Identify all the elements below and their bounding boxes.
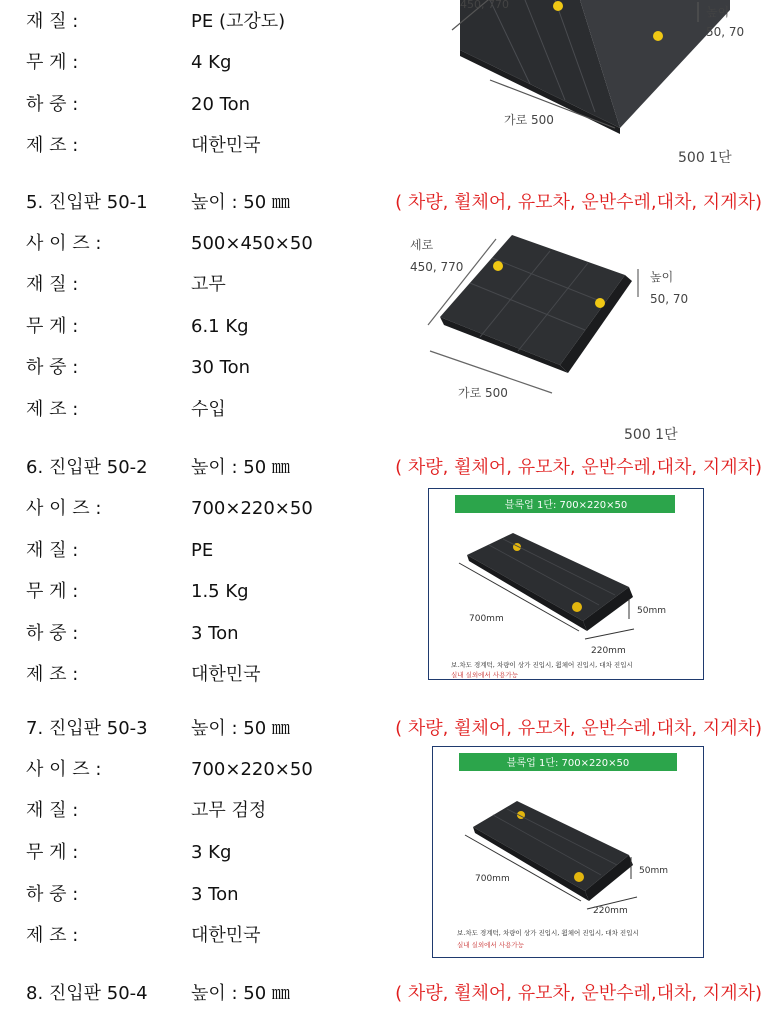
size-value: 500×450×50: [191, 233, 313, 254]
load-value: 30 Ton: [191, 357, 250, 378]
len-text: 700mm: [469, 614, 504, 624]
note1-text: 보.차도 경계턱, 차량이 상가 진입시, 휠체어 진입시, 대차 진입시: [451, 661, 633, 669]
item6-height: 높이 : 50 ㎜: [191, 457, 290, 478]
item6-usage: ( 차량, 휠체어, 유모차, 운반수레,대차, 지게차): [395, 457, 762, 478]
hgt-text: 50mm: [637, 606, 666, 616]
height-value-text: 50, 70: [650, 292, 689, 306]
made-value: 대한민국: [191, 925, 261, 946]
material-label: 재 질 :: [26, 11, 79, 32]
weight-label: 무 게 :: [26, 581, 79, 602]
made-label: 제 조 :: [26, 399, 79, 420]
weight-value: 3 Kg: [191, 842, 232, 863]
product-image-5: [400, 225, 700, 447]
size-value: 700×220×50: [191, 498, 313, 519]
size-label: 사 이 즈 :: [26, 498, 102, 519]
caption-text: 500 1단: [624, 427, 678, 443]
item7-title: 7. 진입판 50-3: [26, 718, 148, 739]
item8-height: 높이 : 50 ㎜: [191, 983, 290, 1004]
dim-a-text: 450, 770: [460, 0, 509, 11]
width-label-text: 가로 500: [504, 113, 554, 127]
len-text: 700mm: [475, 874, 510, 884]
product-image-7: [432, 746, 704, 958]
weight-label: 무 게 :: [26, 52, 79, 73]
made-label: 제 조 :: [26, 925, 79, 946]
material-value: 고무: [191, 274, 226, 295]
note2-text: 실내 실외에서 사용가능: [451, 671, 518, 679]
material-value: PE: [191, 540, 214, 561]
width-label-text: 가로 500: [458, 386, 508, 400]
depth-value-text: 450, 770: [410, 260, 464, 274]
material-label: 재 질 :: [26, 800, 79, 821]
material-value: PE (고강도): [191, 11, 286, 32]
product-image-top: [430, 0, 760, 170]
height-value-text: 50, 70: [706, 25, 745, 39]
caption-text: 500 1단: [678, 150, 732, 166]
load-label: 하 중 :: [26, 884, 79, 905]
made-label: 제 조 :: [26, 135, 79, 156]
note2-text: 실내 실외에서 사용가능: [457, 941, 524, 949]
material-value: 고무 검정: [191, 800, 267, 821]
load-label: 하 중 :: [26, 357, 79, 378]
material-label: 재 질 :: [26, 274, 79, 295]
material-label: 재 질 :: [26, 540, 79, 561]
wid-text: 220mm: [591, 646, 626, 656]
load-value: 3 Ton: [191, 884, 239, 905]
item7-height: 높이 : 50 ㎜: [191, 718, 290, 739]
made-value: 대한민국: [191, 664, 261, 685]
weight-value: 1.5 Kg: [191, 581, 249, 602]
load-label: 하 중 :: [26, 623, 79, 644]
item5-height: 높이 : 50 ㎜: [191, 192, 290, 213]
load-value: 3 Ton: [191, 623, 239, 644]
note1-text: 보.차도 경계턱, 차량이 상가 진입시, 휠체어 진입시, 대차 진입시: [457, 929, 639, 937]
item6-title: 6. 진입판 50-2: [26, 457, 148, 478]
made-label: 제 조 :: [26, 664, 79, 685]
height-label-text: 높이: [706, 5, 730, 19]
hgt-text: 50mm: [639, 866, 668, 876]
banner-text: 블록업 1단: 700×220×50: [506, 758, 630, 769]
size-label: 사 이 즈 :: [26, 233, 102, 254]
weight-value: 4 Kg: [191, 52, 232, 73]
depth-label-text: 세로: [410, 238, 434, 252]
height-label-text: 높이: [650, 270, 674, 284]
wid-text: 220mm: [593, 906, 628, 916]
weight-label: 무 게 :: [26, 316, 79, 337]
load-label: 하 중 :: [26, 94, 79, 115]
made-value: 수입: [191, 399, 226, 420]
load-value: 20 Ton: [191, 94, 250, 115]
weight-label: 무 게 :: [26, 842, 79, 863]
size-value: 700×220×50: [191, 759, 313, 780]
item8-usage: ( 차량, 휠체어, 유모차, 운반수레,대차, 지게차): [395, 983, 762, 1004]
item7-usage: ( 차량, 휠체어, 유모차, 운반수레,대차, 지게차): [395, 718, 762, 739]
weight-value: 6.1 Kg: [191, 316, 249, 337]
made-value: 대한민국: [191, 135, 261, 156]
product-image-6: [428, 488, 704, 680]
size-label: 사 이 즈 :: [26, 759, 102, 780]
item8-title: 8. 진입판 50-4: [26, 983, 148, 1004]
banner-text: 블록업 1단: 700×220×50: [504, 500, 628, 511]
item5-usage: ( 차량, 휠체어, 유모차, 운반수레,대차, 지게차): [395, 192, 762, 213]
item5-title: 5. 진입판 50-1: [26, 192, 148, 213]
